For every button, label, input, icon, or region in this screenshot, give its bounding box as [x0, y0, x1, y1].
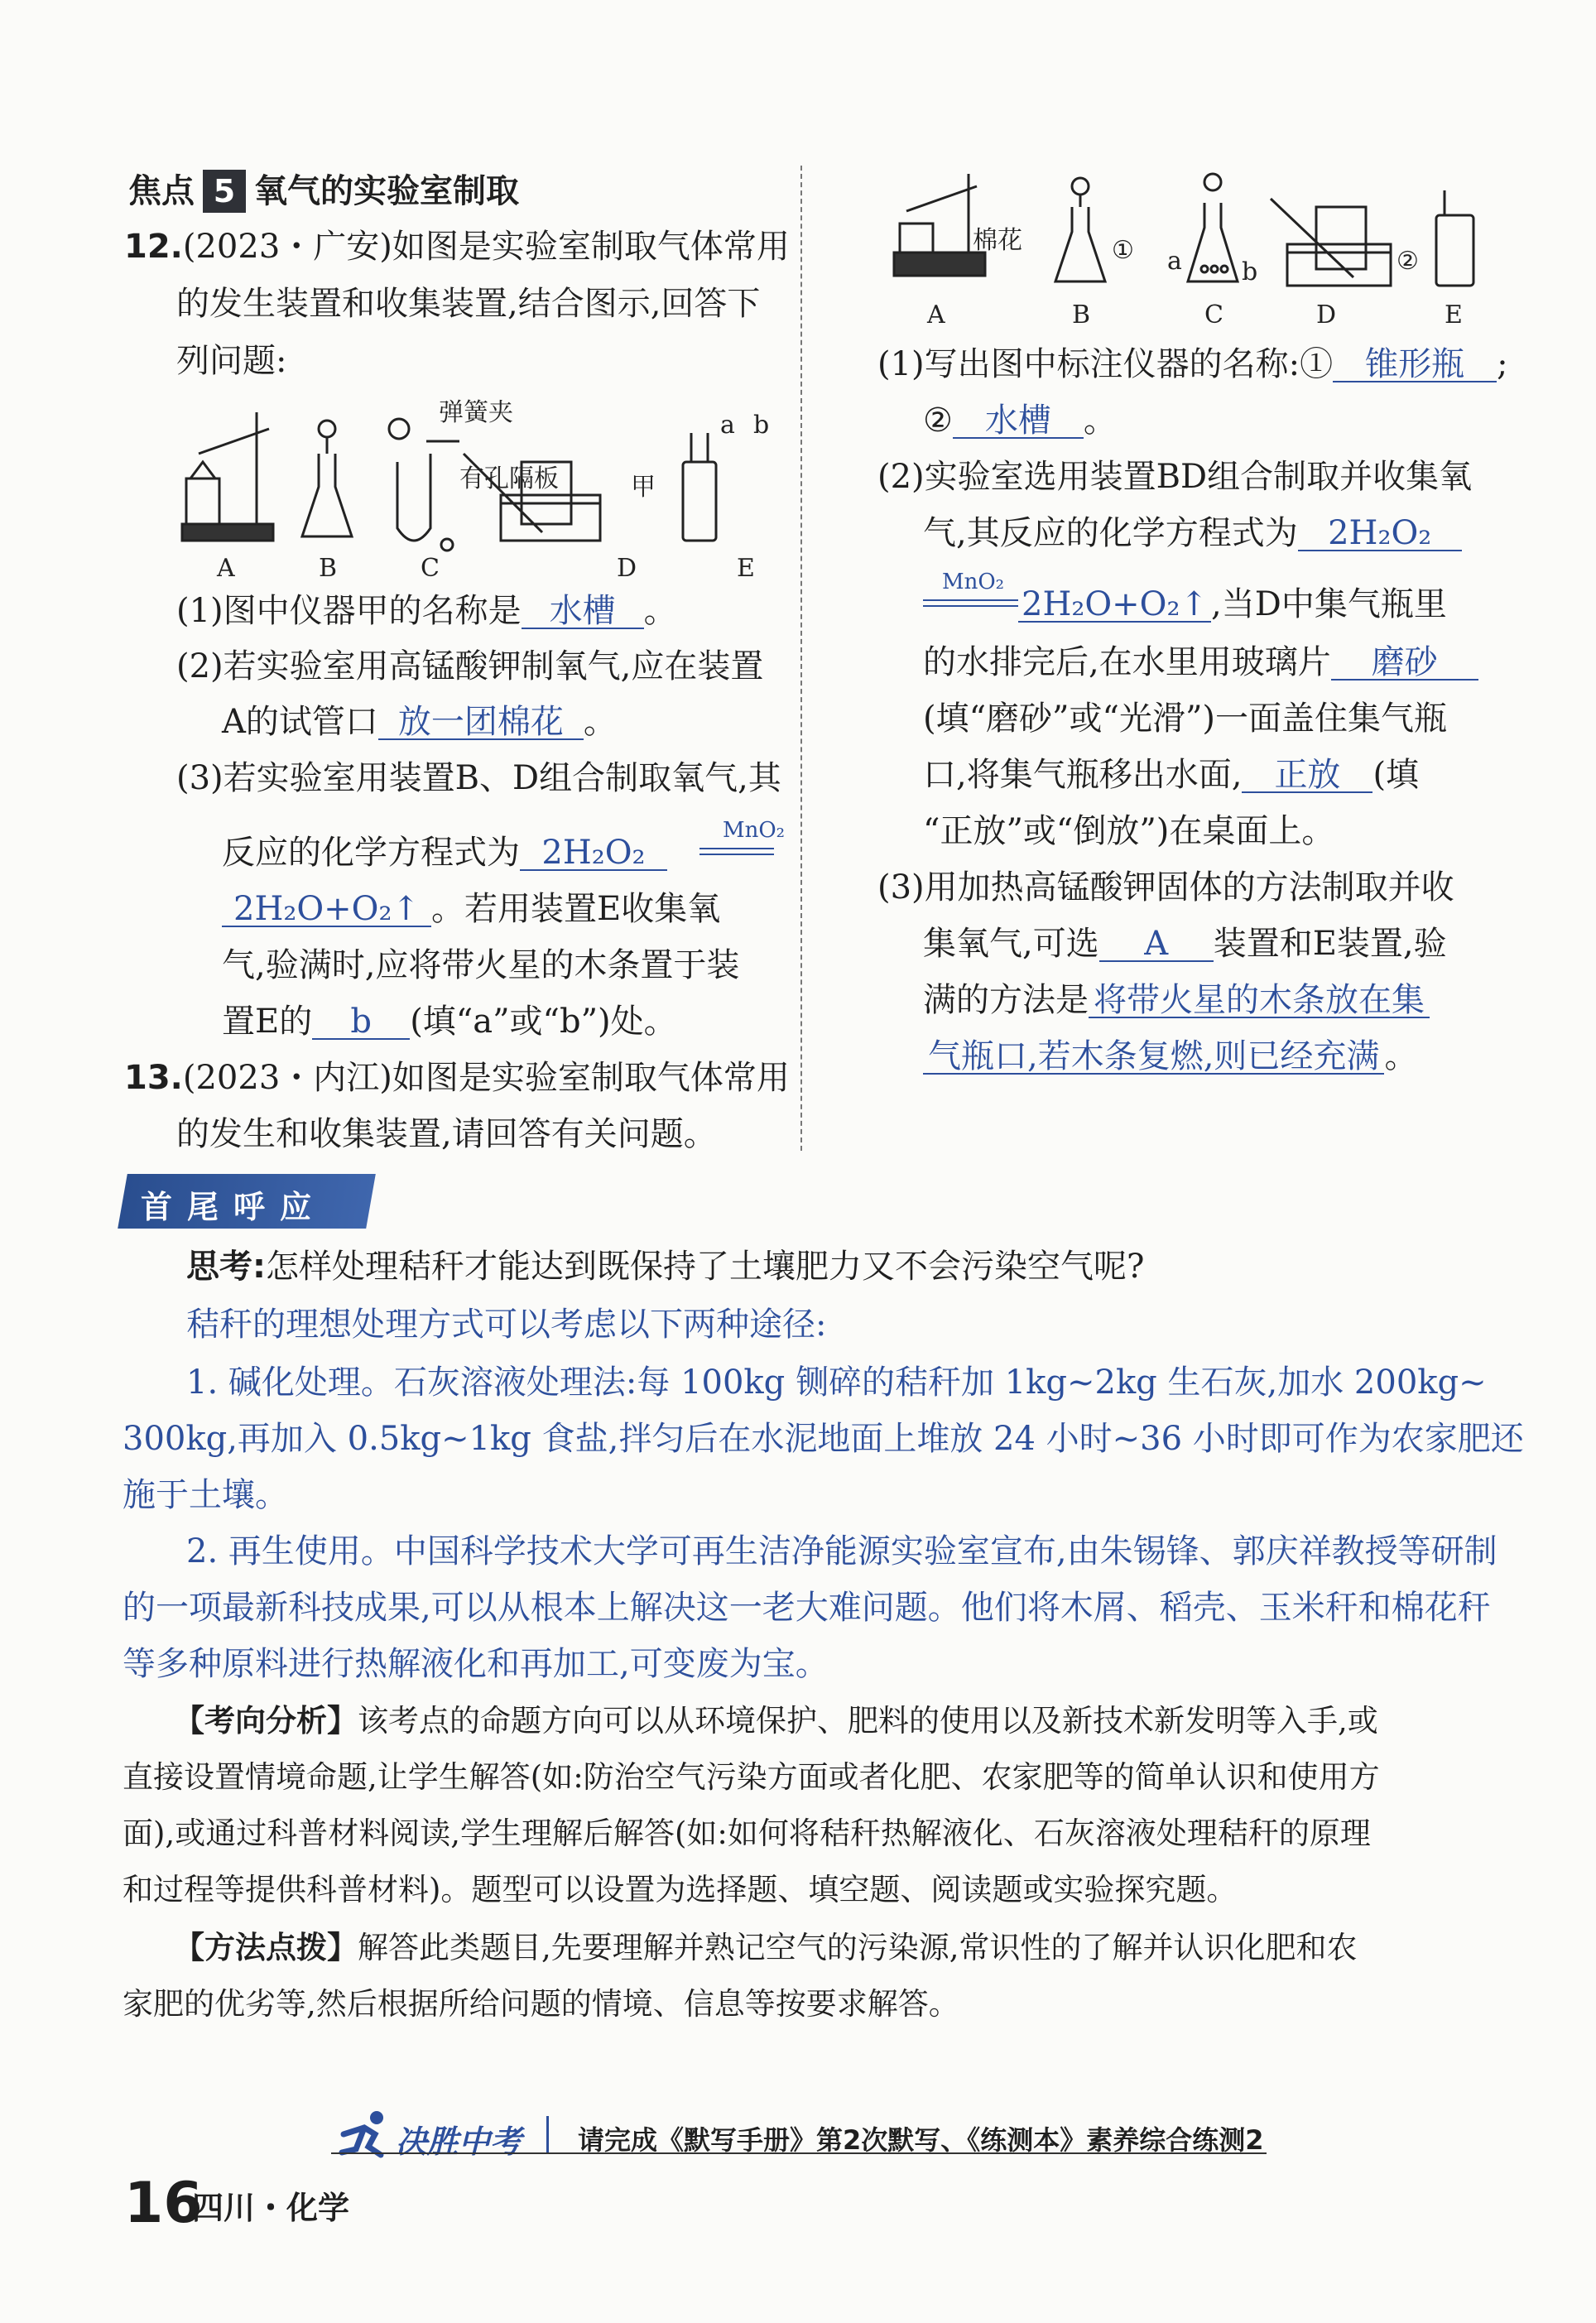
section-banner-text: 首尾呼应 — [141, 1189, 327, 1225]
focus-title: 氧气的实验室制取 — [254, 172, 519, 210]
q13-p2-line2-prefix: 气,其反应的化学方程式为 — [923, 514, 1298, 552]
q13-p3-line2-prefix: 集氧气,可选 — [923, 925, 1099, 963]
q13-fig-label-D: D — [1316, 301, 1337, 329]
q12-p2-prefix: A的试管口 — [222, 703, 378, 741]
analysis-line-4: 和过程等提供科普材料)。题型可以设置为选择题、填空题、阅读题或实验探究题。 — [123, 1872, 1238, 1907]
method-text-1: 解答此类题目,先要理解并熟记空气的污染源,常识性的了解并认识化肥和农 — [358, 1930, 1358, 1965]
q13-p2-answer-place: 正放 — [1242, 758, 1372, 793]
q13-text-1: (2023・内江)如图是实验室制取气体常用 — [182, 1059, 790, 1097]
region-subject: 四川・化学 — [192, 2190, 350, 2226]
section-p1-line-2: 300kg,再加入 0.5kg~1kg 食盐,拌匀后在水泥地面上堆放 24 小时~36 小时即可作为农家肥还 — [123, 1420, 1524, 1458]
q13-fig-label-A: A — [927, 301, 945, 329]
q13-p2-eq-right: 2H₂O+O₂↑ — [1018, 588, 1211, 623]
analysis-line-3: 面),或通过科普材料阅读,学生理解后解答(如:如何将秸秆热解液化、石灰溶液处理秸秆的原理 — [123, 1816, 1371, 1851]
section-p2-line-3: 等多种原料进行热解液化和再加工,可变废为宝。 — [123, 1645, 829, 1683]
q12-p3-line5-suffix: (填“a”或“b”)处。 — [410, 1003, 677, 1041]
q13-p2-line4-prefix: 的水排完后,在水里用玻璃片 — [923, 643, 1331, 681]
q12-part-3-line-2 — [222, 836, 667, 871]
q12-part-1 — [176, 594, 677, 629]
q13-fig-circle2: ② — [1396, 247, 1419, 276]
q13-fig-label-E: E — [1445, 301, 1463, 329]
focus-heading — [128, 170, 519, 213]
q13-part-1-line-1 — [877, 345, 1508, 383]
q13-p3-line4-suffix: 。 — [1384, 1037, 1418, 1075]
q13-fig-label-C: C — [1204, 301, 1223, 329]
footer-brand: 决胜中考 — [396, 2123, 522, 2160]
q12-p2-answer: 放一团棉花 — [378, 705, 584, 740]
section-p2-line-1: 2. 再生使用。中国科学技术大学可再生洁净能源实验室宣布,由朱锡锋、郭庆祥教授等研制 — [186, 1532, 1497, 1570]
q12-part-3-line-4: 气,验满时,应将带火星的木条置于装 — [222, 946, 740, 984]
q13-part-3-line-1: (3)用加热高锰酸钾固体的方法制取并收 — [877, 868, 1454, 907]
method-label: 【方法点拨】 — [174, 1930, 358, 1965]
q13-part-2-line-1: (2)实验室选用装置BD组合制取并收集氧 — [877, 458, 1473, 496]
q12-fig-label-B: B — [319, 554, 338, 578]
q13-fig-label-B: B — [1072, 301, 1091, 329]
q12-line-3: 列问题: — [176, 342, 287, 380]
q13-p3-answer-method-2: 气瓶口,若木条复燃,则已经充满 — [923, 1040, 1384, 1075]
q13-p3-answer-method-1: 将带火星的木条放在集 — [1089, 984, 1430, 1018]
q12-fig-label-A: A — [217, 554, 235, 578]
q13-p2-catalyst: MnO₂ — [942, 570, 1005, 594]
q12-p3-line3-suffix: 。若用装置E收集氧 — [431, 890, 721, 928]
q12-p3-prefix: 反应的化学方程式为 — [222, 834, 520, 872]
q13-fig-cotton: 棉花 — [973, 226, 1022, 255]
q12-p3-eq-left: 2H₂O₂ — [520, 836, 667, 871]
q12-part-3-line-5 — [222, 1005, 677, 1040]
q13-p3-line2-suffix: 装置和E装置,验 — [1213, 925, 1447, 963]
footer-separator — [546, 2116, 549, 2152]
q13-part-2-line-5: (填“磨砂”或“光滑”)一面盖住集气瓶 — [923, 700, 1448, 738]
q12-fig-porous-plate: 有孔隔板 — [459, 464, 559, 493]
q12-p2-suffix: 。 — [583, 703, 617, 741]
q13-fig-a: a — [1167, 247, 1182, 276]
q13-p1-sep: ; — [1497, 345, 1508, 383]
analysis-text-1: 该考点的命题方向可以从环境保护、肥料的使用以及新技术新发明等入手,或 — [358, 1703, 1378, 1739]
q12-p3-line5-prefix: 置E的 — [222, 1003, 313, 1041]
q12-fig-jia: 甲 — [631, 473, 656, 502]
q13-part-2-line-4 — [923, 643, 1478, 681]
q12-line-1 — [124, 228, 790, 266]
q13-apparatus-figure — [890, 166, 1494, 331]
q12-p1-prefix: (1)图中仪器甲的名称是 — [176, 592, 522, 630]
section-p1-line-1: 1. 碱化处理。石灰溶液处理法:每 100kg 铡碎的秸秆加 1kg~2kg 生石灰,加水 200kg~ — [186, 1364, 1487, 1402]
analysis-line-1 — [174, 1703, 1378, 1739]
runner-logo-icon — [335, 2109, 393, 2159]
q13-p2-eq-left: 2H₂O₂ — [1298, 517, 1462, 551]
footer-rule — [331, 2152, 1267, 2154]
q12-fig-a: a — [720, 411, 735, 440]
q12-fig-label-E: E — [737, 554, 755, 578]
q13-p1-suffix: 。 — [1083, 402, 1117, 440]
column-divider — [800, 166, 802, 1151]
q13-fig-b: b — [1242, 257, 1258, 286]
q13-p2-line6-suffix: (填 — [1372, 756, 1420, 794]
footer-note: 请完成《默写手册》第2次默写、《练测本》素养综合练测2 — [578, 2124, 1264, 2156]
q12-p3-equals-sign — [699, 848, 774, 855]
q13-part-3-line-4 — [923, 1037, 1418, 1075]
q12-part-2-line-1: (2)若实验室用高锰酸钾制氧气,应在装置 — [176, 647, 764, 685]
q13-part-2-line-7: “正放”或“倒放”)在桌面上。 — [923, 812, 1335, 850]
q12-p3-answer-b: b — [312, 1005, 410, 1040]
q13-fig-circle1: ① — [1112, 236, 1134, 265]
q12-apparatus-figure — [174, 396, 786, 578]
q13-part-2-line-6 — [923, 758, 1419, 793]
q13-part-2-line-3 — [1018, 585, 1447, 623]
q12-p3-catalyst: MnO₂ — [723, 818, 786, 843]
q12-p3-eq-right: 2H₂O+O₂↑ — [222, 892, 431, 927]
analysis-line-2: 直接设置情境命题,让学生解答(如:防治空气污染方面或者化肥、农家肥等的简单认识和使用方 — [123, 1759, 1380, 1795]
q13-number: 13. — [124, 1059, 183, 1097]
q13-p3-line3-prefix: 满的方法是 — [923, 981, 1089, 1019]
think-label: 思考: — [186, 1248, 266, 1286]
think-text: 怎样处理秸秆才能达到既保持了土壤肥力又不会污染空气呢? — [266, 1248, 1145, 1286]
q13-part-2-line-2 — [923, 514, 1462, 552]
q12-fig-spring-clip: 弹簧夹 — [439, 398, 513, 427]
method-line-2: 家肥的优劣等,然后根据所给问题的情境、信息等按要求解答。 — [123, 1986, 959, 2022]
q12-number: 12. — [124, 228, 183, 266]
q13-p2-line3-suffix: ,当D中集气瓶里 — [1211, 585, 1447, 623]
q12-part-2-line-2 — [222, 705, 617, 740]
page-number: 16 — [124, 2171, 203, 2236]
q13-part-3-line-2 — [923, 927, 1447, 962]
q12-p1-answer: 水槽 — [522, 594, 644, 629]
section-p2-line-2: 的一项最新科技成果,可以从根本上解决这一老大难问题。他们将木屑、稻壳、玉米秆和棉花秆 — [123, 1589, 1491, 1627]
method-line-1 — [174, 1932, 1358, 1963]
focus-label: 焦点 — [128, 172, 195, 210]
q13-line-2: 的发生和收集装置,请回答有关问题。 — [176, 1115, 717, 1153]
q12-part-3-line-1: (3)若实验室用装置B、D组合制取氧气,其 — [176, 759, 781, 797]
section-p1-line-3: 施于土壤。 — [123, 1476, 288, 1514]
q13-p2-line6-prefix: 口,将集气瓶移出水面, — [923, 756, 1243, 794]
q13-p1-prefix: (1)写出图中标注仪器的名称:① — [877, 345, 1334, 383]
q13-line-1 — [124, 1059, 790, 1097]
q13-p1-answer-2: 水槽 — [953, 404, 1084, 439]
q12-text-1: (2023・广安)如图是实验室制取气体常用 — [182, 228, 790, 266]
q13-p2-equals-sign — [923, 599, 1018, 607]
q12-fig-b: b — [753, 411, 770, 440]
focus-number: 5 — [203, 170, 246, 213]
q13-p1-answer-1: 锥形瓶 — [1333, 348, 1497, 382]
think-line — [186, 1248, 1145, 1286]
q12-line-2: 的发生装置和收集装置,结合图示,回答下 — [176, 285, 761, 323]
q13-part-3-line-3 — [923, 981, 1430, 1019]
q13-p1-circle2: ② — [923, 402, 953, 440]
analysis-label: 【考向分析】 — [174, 1703, 358, 1739]
q12-p1-suffix: 。 — [643, 592, 677, 630]
q12-fig-label-C: C — [421, 554, 440, 578]
q13-p2-answer-glass: 磨砂 — [1331, 646, 1478, 681]
q13-p3-answer-device: A — [1099, 927, 1214, 962]
section-intro: 秸秆的理想处理方式可以考虑以下两种途径: — [186, 1306, 827, 1344]
q12-fig-label-D: D — [617, 554, 637, 578]
q12-part-3-line-3 — [222, 892, 720, 927]
q13-part-1-line-2 — [923, 404, 1117, 439]
